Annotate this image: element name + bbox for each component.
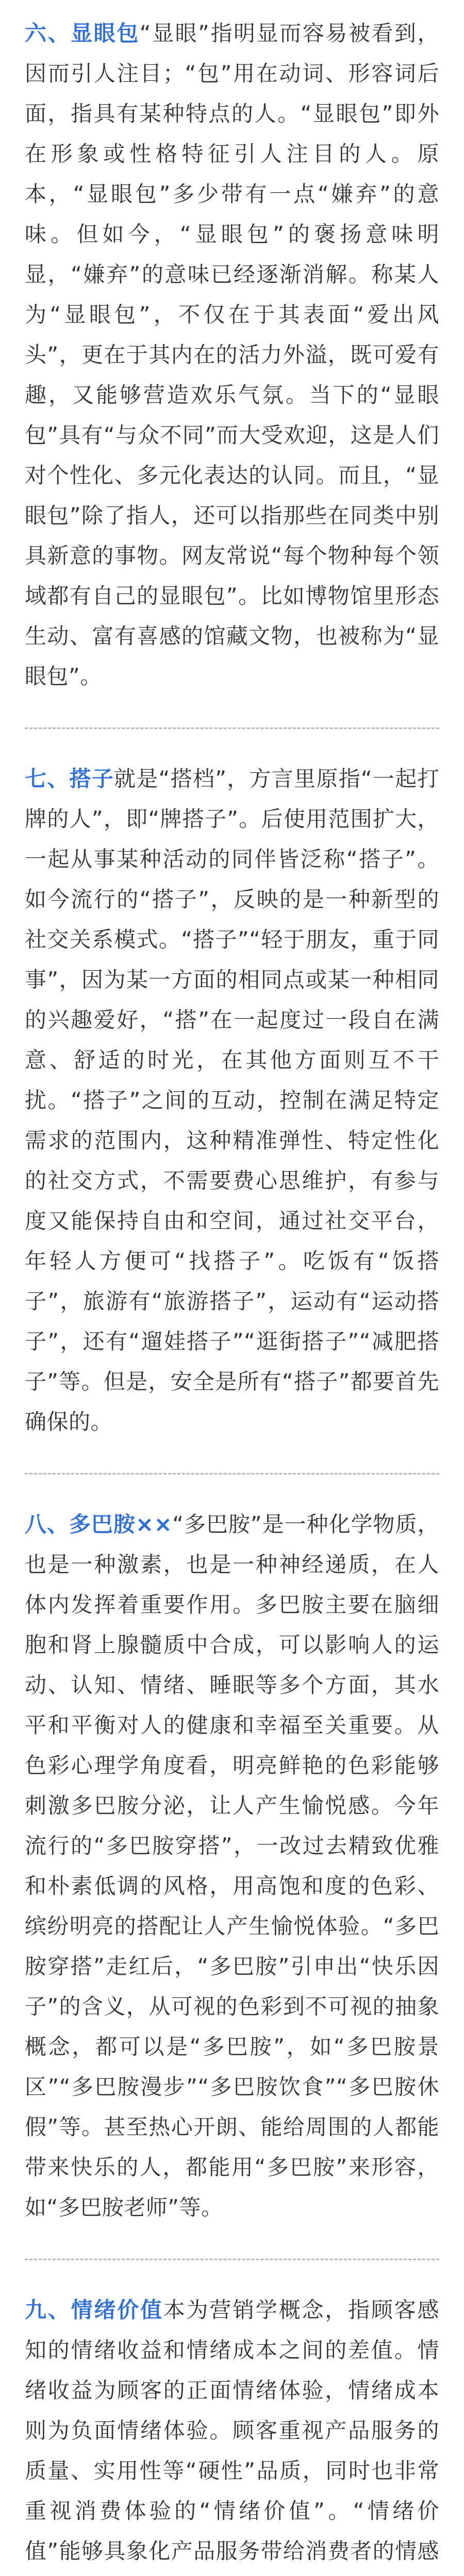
section-6-paragraph [25,13,439,697]
section-7-body: 就是“搭档”，方言里原指“一起打牌的人”，即“牌搭子”。后使用范围扩大，一起从事某种活动的同伴皆泛称“搭子”。如今流行的“搭子”，反映的是一种新型的社交关系模式。“搭子”“轻于朋友，重于同事”，因为某一方面的相同点或某一种相同的兴趣爱好，“搭”在一起度过一段自在满意、舒适的时光，在其他方面则互不干扰。“搭子”之间的互动，控制在满足特定需求的范围内，这种精准弹性、特定性化的社交方式，不需要费心思维护，有参与度又能保持自由和空间，通过社交平台，年轻人方便可“找搭子”。吃饭有“饭搭子”，旅游有“旅游搭子”，运动有“运动搭子”，还有“遛娃搭子”“逛街搭子”“减肥搭子”等。但是，安全是所有“搭子”都要首先确保的。 [25,766,439,1434]
section-6 [25,13,439,697]
section-9-title: 九、情绪价值 [25,2297,163,2323]
section-8-body: “多巴胺”是一种化学物质，也是一种激素，也是一种神经递质，在人体内发挥着重要作用。多巴胺主要在脑细胞和肾上腺髓质中合成，可以影响人的运动、认知、情绪、睡眠等多个方面，其水平和平衡对人的健康和幸福至关重要。从色彩心理学角度看，明亮鲜艳的色彩能够刺激多巴胺分泌，让人产生愉悦感。今年流行的“多巴胺穿搭”，一改过去精致优雅和朴素低调的风格，用高饱和度的色彩、缤纷明亮的搭配让人产生愉悦体验。“多巴胺穿搭”走红后，“多巴胺”引申出“快乐因子”的含义，从可视的色彩到不可视的抽象概念，都可以是“多巴胺”，如“多巴胺景区”“多巴胺漫步”“多巴胺饮食”“多巴胺休假”等。甚至热心开朗、能给周围的人都能带来快乐的人，都能用“多巴胺”来形容，如“多巴胺老师”等。 [25,1512,439,2220]
section-7-paragraph [25,759,439,1442]
section-9-body: 本为营销学概念，指顾客感知的情绪收益和情绪成本之间的差值。情绪收益为顾客的正面情绪体验，情绪成本则为负面情绪体验。顾客重视产品服务的质量、实用性等“硬性”品质，同时也非常重视消费体验的“情绪价值”。“情绪价值”能够具象化产品服务带给消费者的情感 [25,2297,439,2564]
section-9-paragraph [25,2290,439,2576]
section-6-body: “显眼”指明显而容易被看到，因而引人注目；“包”用在动词、形容词后面，指具有某种特点的人。“显眼包”即外在形象或性格特征引人注目的人。原本，“显眼包”多少带有一点“嫌弃”的意味。但如今，“显眼包”的褒扬意味明显，“嫌弃”的意味已经逐渐消解。称某人为“显眼包”，不仅在于其表面“爱出风头”，更在于其内在的活力外溢，既可爱有趣，又能够营造欢乐气氛。当下的“显眼包”具有“与众不同”而大受欢迎，这是人们对个性化、多元化表达的认同。而且，“显眼包”除了指人，还可以指那些在同类中别具新意的事物。网友常说“每个物种每个领域都有自己的显眼包”。比如博物馆里形态生动、富有喜感的馆藏文物，也被称为“显眼包”。 [25,21,439,689]
section-6-title: 六、显眼包 [25,21,140,46]
section-9 [25,2290,439,2576]
section-7 [25,759,439,1442]
section-8-paragraph [25,1504,439,2228]
section-7-title: 七、搭子 [25,766,114,791]
section-8-title: 八、多巴胺×× [25,1512,173,1537]
section-divider [25,1473,439,1475]
section-8 [25,1504,439,2228]
section-divider [25,727,439,729]
section-divider [25,2259,439,2260]
